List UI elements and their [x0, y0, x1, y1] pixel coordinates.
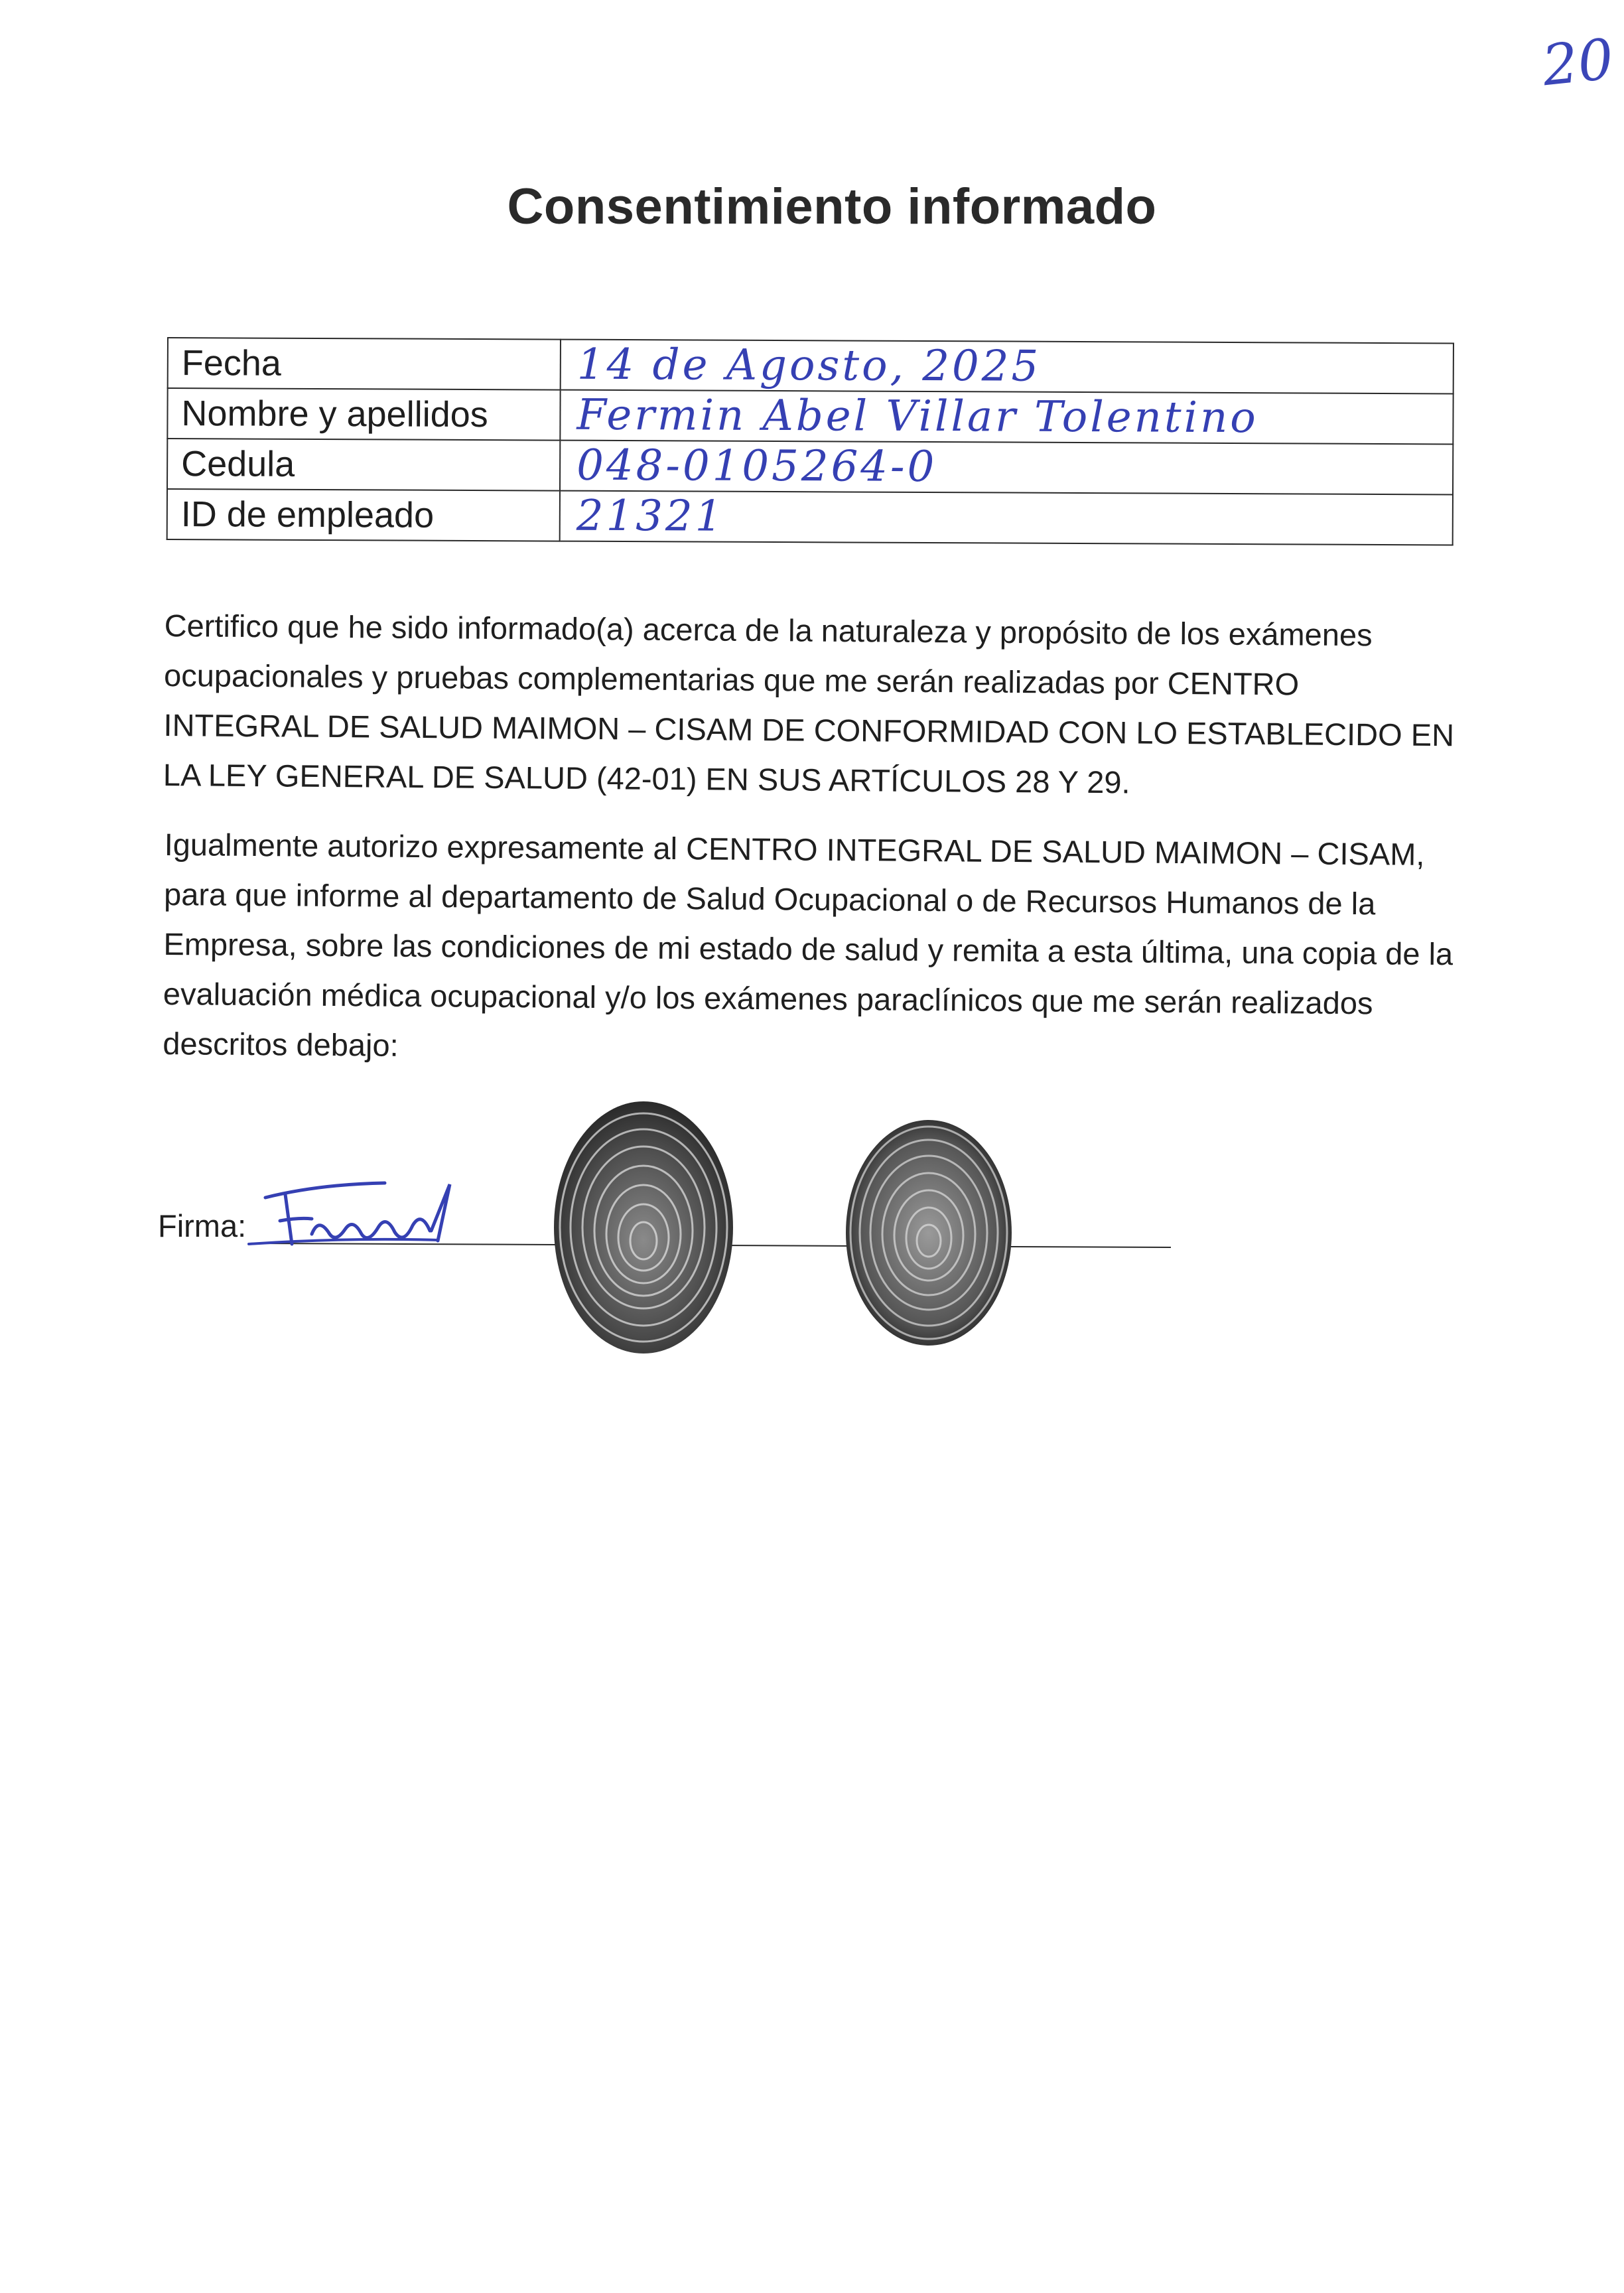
- cedula-value[interactable]: 048-0105264-0: [560, 441, 1453, 495]
- id-empleado-value[interactable]: 21321: [560, 491, 1453, 545]
- cedula-label: Cedula: [167, 439, 560, 491]
- nombre-label: Nombre y apellidos: [167, 388, 560, 441]
- page-title: Consentimiento informado: [507, 178, 1157, 235]
- id-empleado-label: ID de empleado: [167, 489, 560, 541]
- authorization-paragraph: Igualmente autorizo expresamente al CENTRO INTEGRAL DE SALUD MAIMON – CISAM, para que informe al departamento de Salud Ocupacional o de Recursos Humanos de la Empresa, sobre las condiciones de mi estado de salud y remita a esta última, una copia de la evaluación médica ocupacional y/o los exámenes paraclínicos que me serán realizados descritos debajo:: [163, 826, 1454, 1063]
- handwritten-page-number: 20: [1539, 26, 1617, 99]
- table-row-id-empleado: [167, 489, 1453, 545]
- nombre-value[interactable]: Fermin Abel Villar Tolentino: [560, 390, 1453, 445]
- table-row-nombre: [167, 388, 1453, 444]
- table-row-cedula: [167, 439, 1453, 494]
- info-table: [167, 337, 1454, 545]
- table-row-fecha: [168, 338, 1454, 393]
- handwritten-signature: [239, 1171, 478, 1257]
- left-fingerprint-icon: [544, 1095, 743, 1360]
- certification-paragraph: Certifico que he sido informado(a) acerca de la naturaleza y propósito de los exámenes ocupacionales y pruebas complementarias que me serán realizadas por CENTRO INTEGRAL DE SALUD MAIMON – CISAM DE CONFORMIDAD CON LO ESTABLECIDO EN LA LEY GENERAL DE SALUD (42-01) EN SUS ARTÍCULOS 28 Y 29.: [163, 607, 1455, 800]
- signature-label: Firma:: [158, 1208, 247, 1243]
- fecha-label: Fecha: [168, 338, 561, 390]
- right-fingerprint-icon: [839, 1115, 1018, 1350]
- fecha-value[interactable]: 14 de Agosto, 2025: [561, 340, 1454, 394]
